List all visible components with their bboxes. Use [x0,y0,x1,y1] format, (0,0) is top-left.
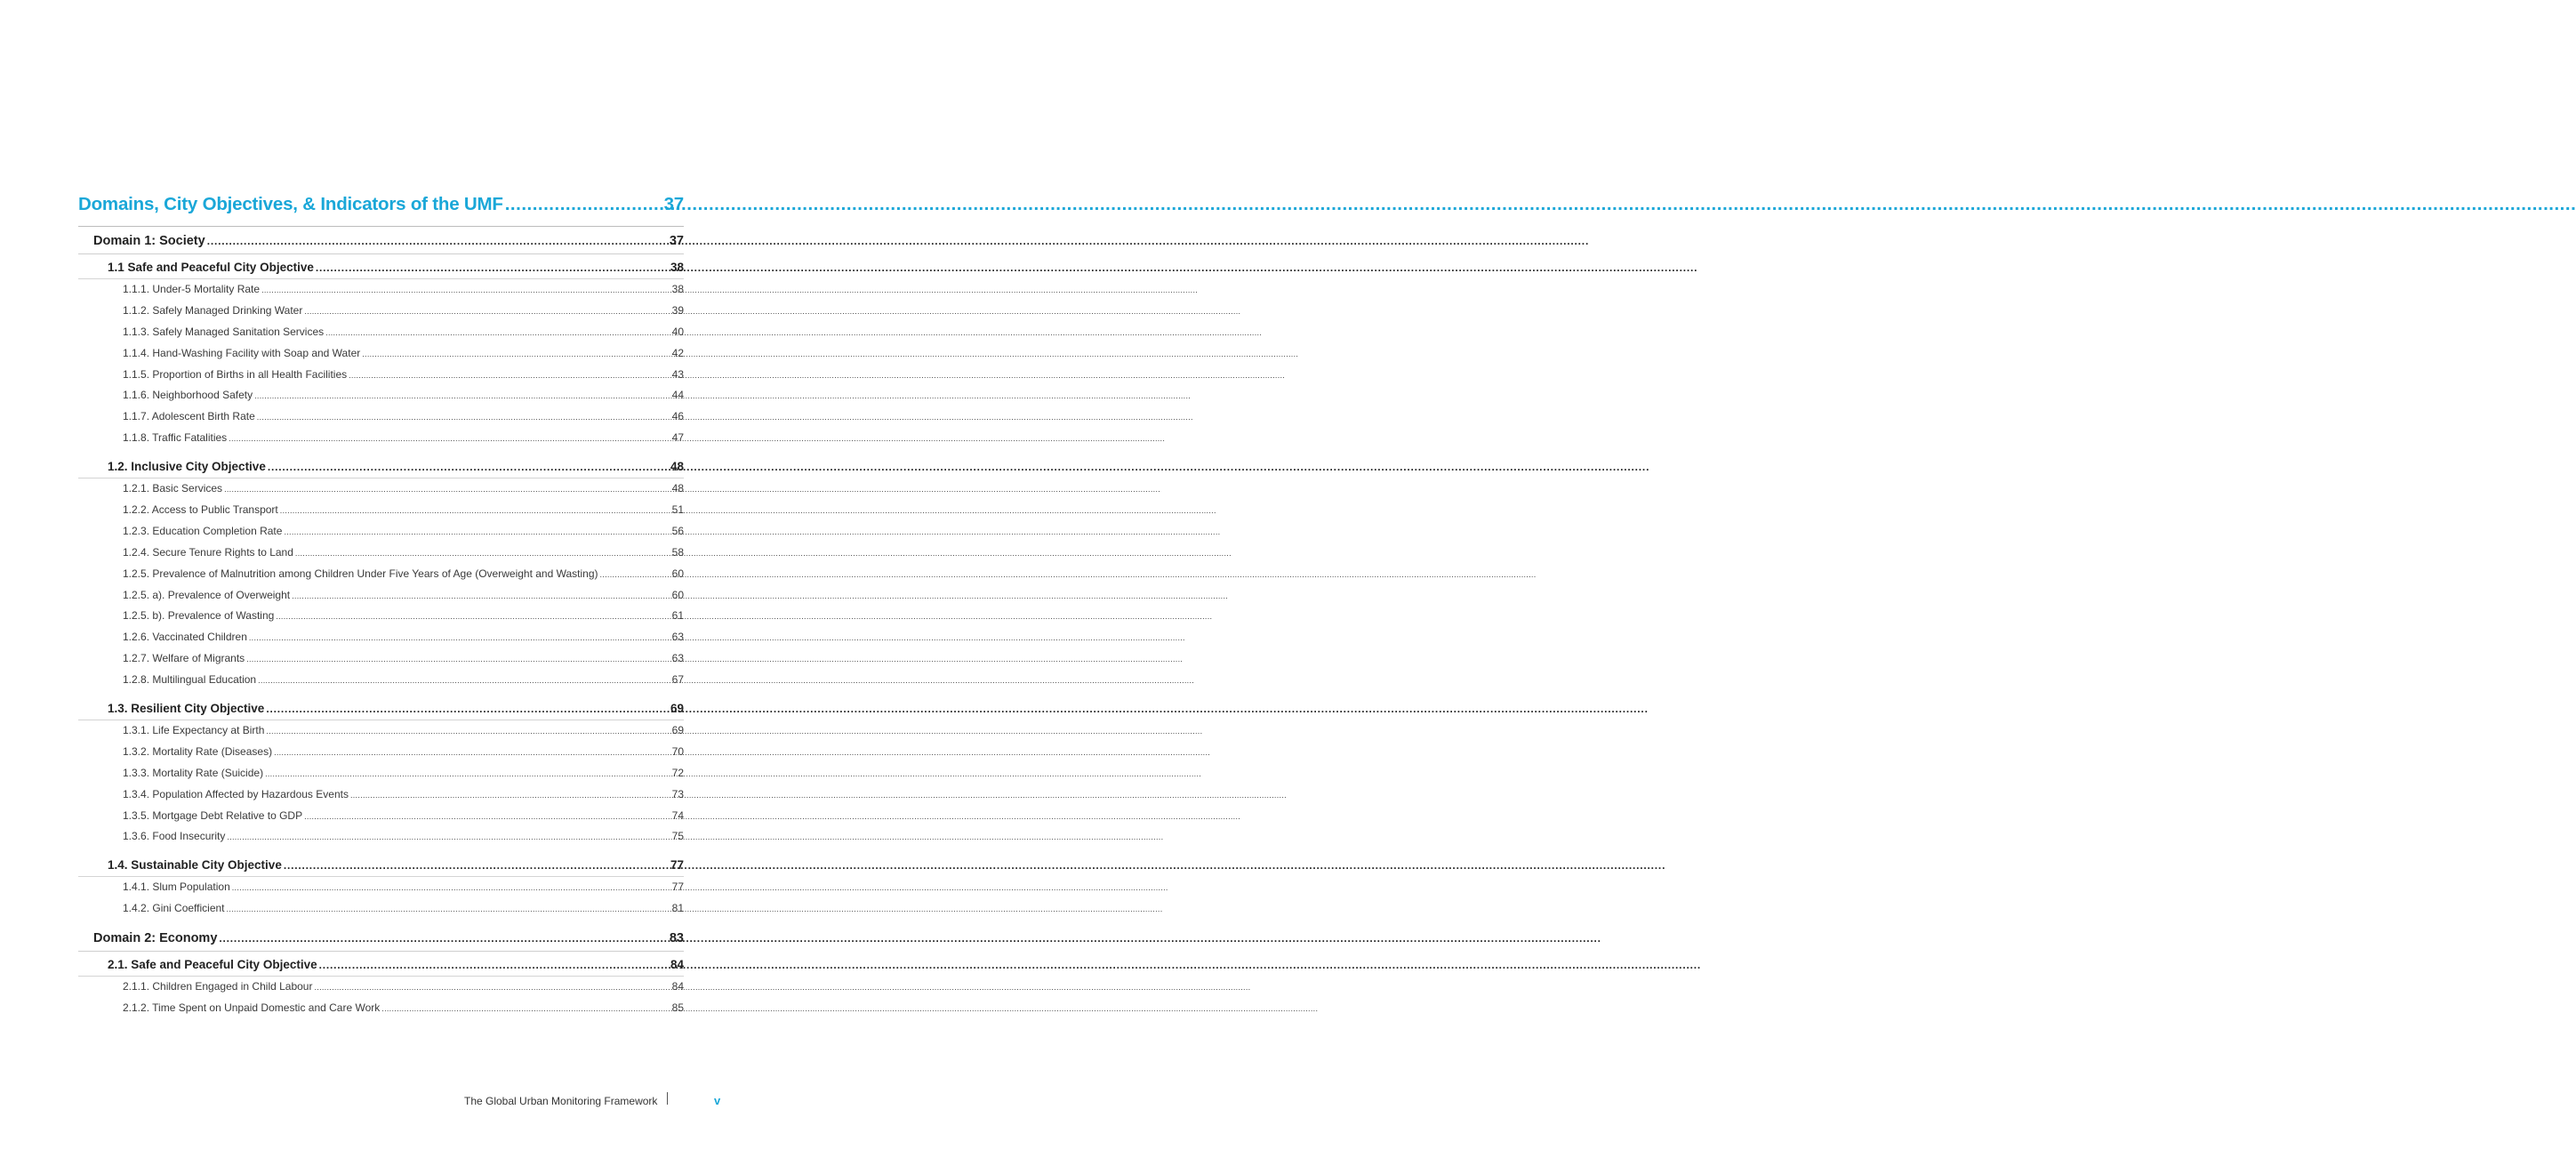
toc-page-number: 39 [671,303,684,317]
toc-page-number: 37 [663,194,684,214]
dot-leader [319,958,669,971]
toc-page-number: 74 [671,808,684,822]
toc-page-number: 60 [671,588,684,601]
toc-page-number: 70 [671,744,684,758]
toc-indicator[interactable] [78,521,684,543]
toc-entry-label: 1.1.8. Traffic Fatalities [123,431,228,445]
toc-entry-label: 1.1.5. Proportion of Births in all Health Facilities [123,367,348,381]
dot-leader [261,279,670,302]
toc-indicator[interactable] [78,301,684,322]
toc-objective-1-2[interactable] [78,454,684,478]
dot-leader [249,627,670,649]
toc-indicator[interactable] [78,428,684,449]
toc-domain-1[interactable] [78,227,684,254]
toc-indicator[interactable] [78,763,684,784]
toc-entry-label: 1.3.1. Life Expectancy at Birth [123,724,265,737]
toc-page-number: 38 [670,261,684,274]
toc-indicator[interactable] [78,627,684,648]
toc-entry-label: 1.4.1. Slum Population [123,881,230,894]
toc-entry-label: 1.3.2. Mortality Rate (Diseases) [123,744,273,758]
dot-leader [266,702,669,715]
dot-leader [280,500,670,522]
toc-entry-label: 1.3. Resilient City Objective [108,702,265,716]
toc-entry-label: 1.1 Safe and Peaceful City Objective [108,261,314,274]
toc-entry-label: 2.1.2. Time Spent on Unpaid Domestic and Care Work [123,1001,381,1015]
toc-entry-label: Domain 1: Society [93,234,205,248]
toc-entry-label: 1.4. Sustainable City Objective [108,858,282,873]
dot-leader [268,460,669,473]
toc-indicator[interactable] [78,585,684,607]
toc-indicator[interactable] [78,564,684,585]
toc-page-number: 63 [671,652,684,665]
dot-leader [292,585,670,607]
toc-page-number: 84 [671,980,684,993]
toc-entry-label: 1.1.4. Hand-Washing Facility with Soap and Water [123,346,361,359]
toc-objective-1-3[interactable] [78,696,684,720]
toc-page-number: 60 [671,567,684,580]
toc-entry-label: 1.3.5. Mortgage Debt Relative to GDP [123,808,303,822]
toc-indicator[interactable] [78,365,684,386]
toc-page-number: 56 [671,524,684,537]
dot-leader [266,720,670,743]
dot-leader [224,478,670,501]
toc-entry-label: 1.2.1. Basic Services [123,482,223,495]
dot-leader [316,261,669,274]
dot-leader [258,670,670,692]
dot-leader [304,301,670,323]
toc-indicator[interactable] [78,784,684,806]
toc-indicator[interactable] [78,322,684,343]
toc-page-number: 38 [671,283,684,295]
dot-leader [350,784,670,807]
toc-entry-label: 1.4.2. Gini Coefficient [123,902,225,915]
toc-indicator[interactable] [78,720,684,742]
toc-page-number: 85 [671,1001,684,1015]
dot-leader [325,322,670,344]
dot-leader [295,543,670,565]
toc-entry-label: 1.1.2. Safely Managed Drinking Water [123,303,303,317]
dot-leader [219,931,667,945]
toc-entry-label: 1.1.3. Safely Managed Sanitation Services [123,325,325,338]
dot-leader [246,648,670,671]
toc-indicator[interactable] [78,478,684,500]
toc-indicator[interactable] [78,500,684,521]
dot-leader [207,234,668,248]
toc-page-number: 75 [671,830,684,843]
toc-indicator[interactable] [78,898,684,920]
toc-indicator[interactable] [78,670,684,691]
toc-page-number: 77 [671,881,684,894]
toc-entry-label: 1.2.5. Prevalence of Malnutrition among Children Under Five Years of Age (Overweight and Wasting) [123,567,598,580]
toc-page-number: 81 [671,902,684,915]
toc-entry-label: 2.1.1. Children Engaged in Child Labour [123,980,313,993]
toc-indicator[interactable] [78,806,684,827]
toc-indicator[interactable] [78,998,684,1019]
dot-leader [284,521,670,543]
table-of-contents [78,194,684,1019]
toc-objective-1-1[interactable] [78,254,684,279]
toc-entry-label: 1.3.4. Population Affected by Hazardous Events [123,787,349,800]
footer-page-number: v [714,1094,721,1107]
toc-page-number: 47 [671,431,684,445]
toc-entry-label: Domain 2: Economy [93,931,218,946]
toc-page-number: 84 [670,958,684,972]
toc-entry-label: 1.2.7. Welfare of Migrants [123,652,245,665]
toc-page-number: 51 [671,503,684,517]
toc-entry-label: 1.1.6. Neighborhood Safety [123,389,253,402]
footer-title: The Global Urban Monitoring Framework [464,1095,658,1107]
toc-entry-label: 1.2.3. Education Completion Rate [123,524,283,537]
dot-leader [381,998,670,1020]
toc-page-number: 40 [671,325,684,338]
dot-leader [362,343,670,366]
toc-page-number: 77 [670,858,684,873]
toc-page-number: 73 [671,787,684,800]
toc-indicator[interactable] [78,343,684,365]
toc-indicator[interactable] [78,826,684,848]
dot-leader [232,877,670,899]
dot-leader [505,194,662,215]
toc-objective-1-4[interactable] [78,852,684,877]
toc-indicator[interactable] [78,543,684,564]
toc-entry-label: 1.2.2. Access to Public Transport [123,503,278,517]
toc-indicator[interactable] [78,648,684,670]
toc-entry-label: 1.2.6. Vaccinated Children [123,631,247,644]
toc-page-number: 43 [671,367,684,381]
toc-page-number: 42 [671,346,684,359]
toc-page-number: 44 [671,389,684,402]
toc-page-number: 67 [671,673,684,687]
toc-entry-label: 1.3.6. Food Insecurity [123,830,226,843]
dot-leader [349,365,670,387]
toc-page-number: 48 [671,482,684,495]
toc-domain-2[interactable] [78,924,684,952]
dot-leader [276,606,670,628]
toc-entry-label: 1.3.3. Mortality Rate (Suicide) [123,766,264,779]
toc-entry-label: 1.2.5. a). Prevalence of Overweight [123,588,291,601]
toc-indicator[interactable] [78,385,684,406]
toc-page-number: 63 [671,631,684,644]
toc-section-title[interactable] [78,194,684,227]
toc-indicator[interactable] [78,877,684,898]
dot-leader [274,742,670,764]
toc-entry-label: 1.2.5. b). Prevalence of Wasting [123,609,275,623]
toc-page-number: 69 [670,702,684,716]
toc-entry-label: 1.2. Inclusive City Objective [108,460,266,474]
toc-page-number: 72 [671,766,684,779]
toc-entry-label: 1.2.4. Secure Tenure Rights to Land [123,545,293,559]
dot-leader [304,806,670,828]
toc-indicator[interactable] [78,606,684,627]
toc-page-number: 61 [671,609,684,623]
toc-page-number: 69 [671,724,684,737]
page-footer [0,1090,818,1112]
toc-indicator[interactable] [78,406,684,428]
dot-leader [257,406,670,429]
toc-page-number: 83 [669,931,684,946]
dot-leader [265,763,670,785]
toc-page-number: 48 [670,460,684,474]
dot-leader [254,385,670,407]
dot-leader [314,977,670,999]
dot-leader [284,858,669,872]
toc-page-number: 58 [671,545,684,559]
toc-indicator[interactable] [78,279,684,301]
toc-entry-label: 1.1.7. Adolescent Birth Rate [123,410,255,423]
toc-page-number: 37 [669,234,684,248]
toc-page-number: 46 [671,410,684,423]
dot-leader [227,898,670,921]
footer-divider [667,1092,668,1105]
toc-entry-label: Domains, City Objectives, & Indicators of the UMF [78,194,503,214]
toc-objective-2-1[interactable] [78,952,684,977]
dot-leader [229,428,670,450]
toc-indicator[interactable] [78,742,684,763]
dot-leader [227,826,670,848]
toc-entry-label: 2.1. Safe and Peaceful City Objective [108,958,317,972]
toc-entry-label: 1.2.8. Multilingual Education [123,673,257,687]
dot-leader [600,564,670,586]
toc-entry-label: 1.1.1. Under-5 Mortality Rate [123,283,261,295]
toc-indicator[interactable] [78,977,684,998]
